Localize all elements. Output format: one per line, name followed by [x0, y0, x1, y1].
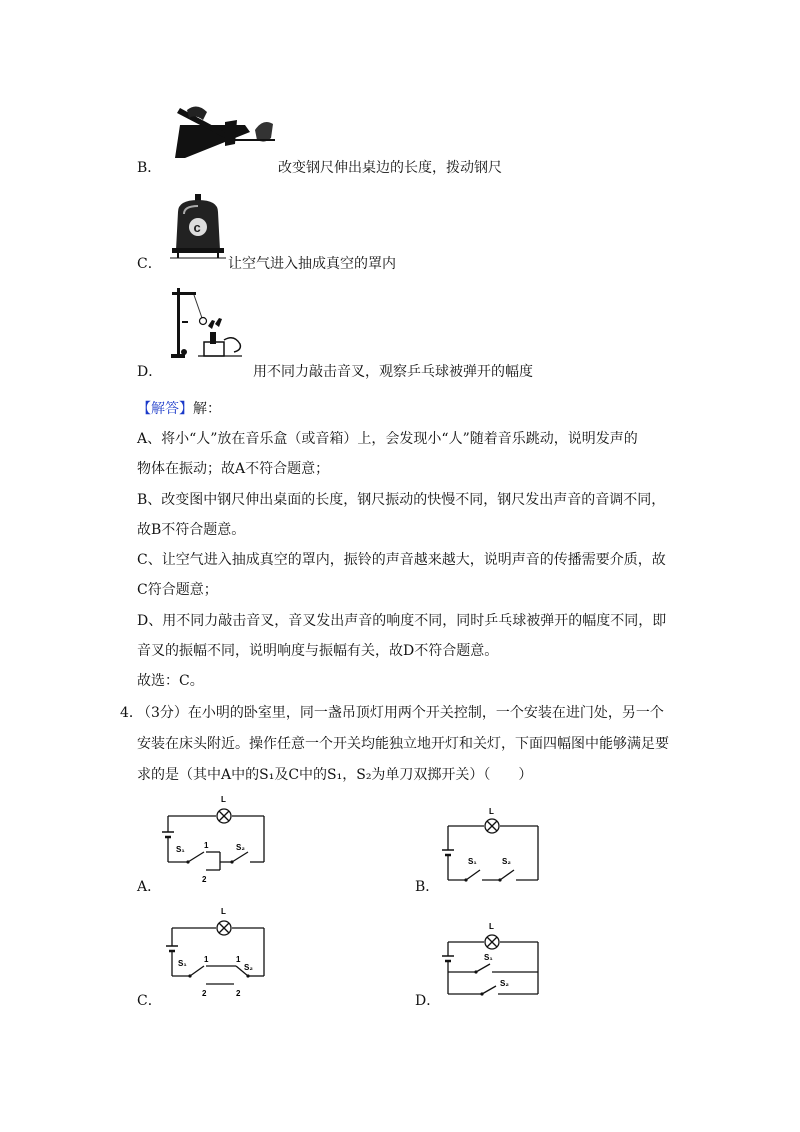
switch-s1-label-b: S₁ [468, 857, 477, 866]
terminal-1-label-c: 1 [204, 955, 209, 964]
question-line-1: （3分）在小明的卧室里，同一盏吊顶灯用两个开关控制，一个安装在进门处，另一个 [137, 705, 664, 721]
answer-line-1: A、将小“人”放在音乐盒（或音箱）上，会发现小“人”随着音乐跳动，说明发声的 [137, 431, 638, 447]
circuit-diagram-d [436, 918, 548, 1003]
answer-line-6: C符合题意； [137, 582, 218, 598]
answer-intro: 解： [193, 401, 221, 417]
circuit-b-letter: B． [415, 879, 440, 895]
switch-s2-label-b: S₂ [502, 857, 511, 866]
question-line-2: 安装在床头附近。操作任意一个开关均能独立地开灯和关灯，下面四幅图中能够满足要 [137, 736, 669, 752]
circuit-a-letter: A． [137, 879, 162, 895]
answer-line-8: 音叉的振幅不同，说明响度与振幅有关，故D不符合题意。 [137, 643, 499, 659]
answer-line-5: C、让空气进入抽成真空的罩内，振铃的声音越来越大，说明声音的传播需要介质，故 [137, 552, 666, 568]
svg-text:c: c [193, 220, 201, 235]
circuit-d-letter: D． [415, 993, 441, 1009]
option-d-text: 用不同力敲击音叉，观察乒乓球被弹开的幅度 [253, 364, 533, 380]
option-d-letter: D． [137, 364, 163, 380]
answer-line-4: 故B不符合题意。 [137, 522, 246, 538]
lamp-label-c: L [221, 907, 226, 916]
question-number: 4． [120, 705, 143, 721]
answer-line-3: B、改变图中钢尺伸出桌面的长度，钢尺振动的快慢不同，钢尺发出声音的音调不同， [137, 492, 666, 508]
bell-jar-icon [168, 192, 228, 262]
answer-tag: 【解答】 [137, 401, 193, 417]
switch-s1-label-a: S₁ [176, 845, 185, 854]
terminal-2-label-c: 2 [202, 989, 207, 998]
option-c-text: 让空气进入抽成真空的罩内 [228, 256, 396, 272]
option-b-letter: B． [137, 160, 162, 176]
answer-conclusion: 故选：C。 [137, 673, 204, 689]
circuit-diagram-c [160, 904, 272, 999]
tuning-fork-icon [168, 284, 248, 364]
terminal-4-label-c: 2 [236, 989, 241, 998]
lamp-label-d: L [489, 922, 494, 931]
switch-s2-label-d: S₂ [500, 979, 509, 988]
terminal-2-label-a: 2 [202, 875, 207, 884]
circuit-diagram-b [438, 808, 548, 888]
terminal-1-label-a: 1 [204, 841, 209, 850]
lamp-label-b: L [489, 808, 494, 816]
switch-s2-label-c: S₂ [244, 963, 253, 972]
option-c-letter: C． [137, 256, 162, 272]
option-b-text: 改变钢尺伸出桌边的长度，拨动钢尺 [278, 160, 502, 176]
ruler-desk-icon [175, 100, 280, 160]
circuit-diagram-a [160, 790, 270, 885]
terminal-3-label-c: 1 [236, 955, 241, 964]
switch-s1-label-c: S₁ [178, 959, 187, 968]
lamp-label-a: L [221, 795, 226, 804]
question-line-3: 求的是（其中A中的S₁及C中的S₁，S₂为单刀双掷开关）（ ） [137, 767, 533, 783]
switch-s2-label-a: S₂ [236, 843, 245, 852]
switch-s1-label-d: S₁ [484, 953, 493, 962]
answer-line-2: 物体在振动；故A不符合题意； [137, 461, 330, 477]
answer-heading [137, 399, 221, 419]
circuit-c-letter: C． [137, 993, 162, 1009]
answer-line-7: D、用不同力敲击音叉，音叉发出声音的响度不同，同时乒乓球被弹开的幅度不同，即 [137, 613, 667, 629]
